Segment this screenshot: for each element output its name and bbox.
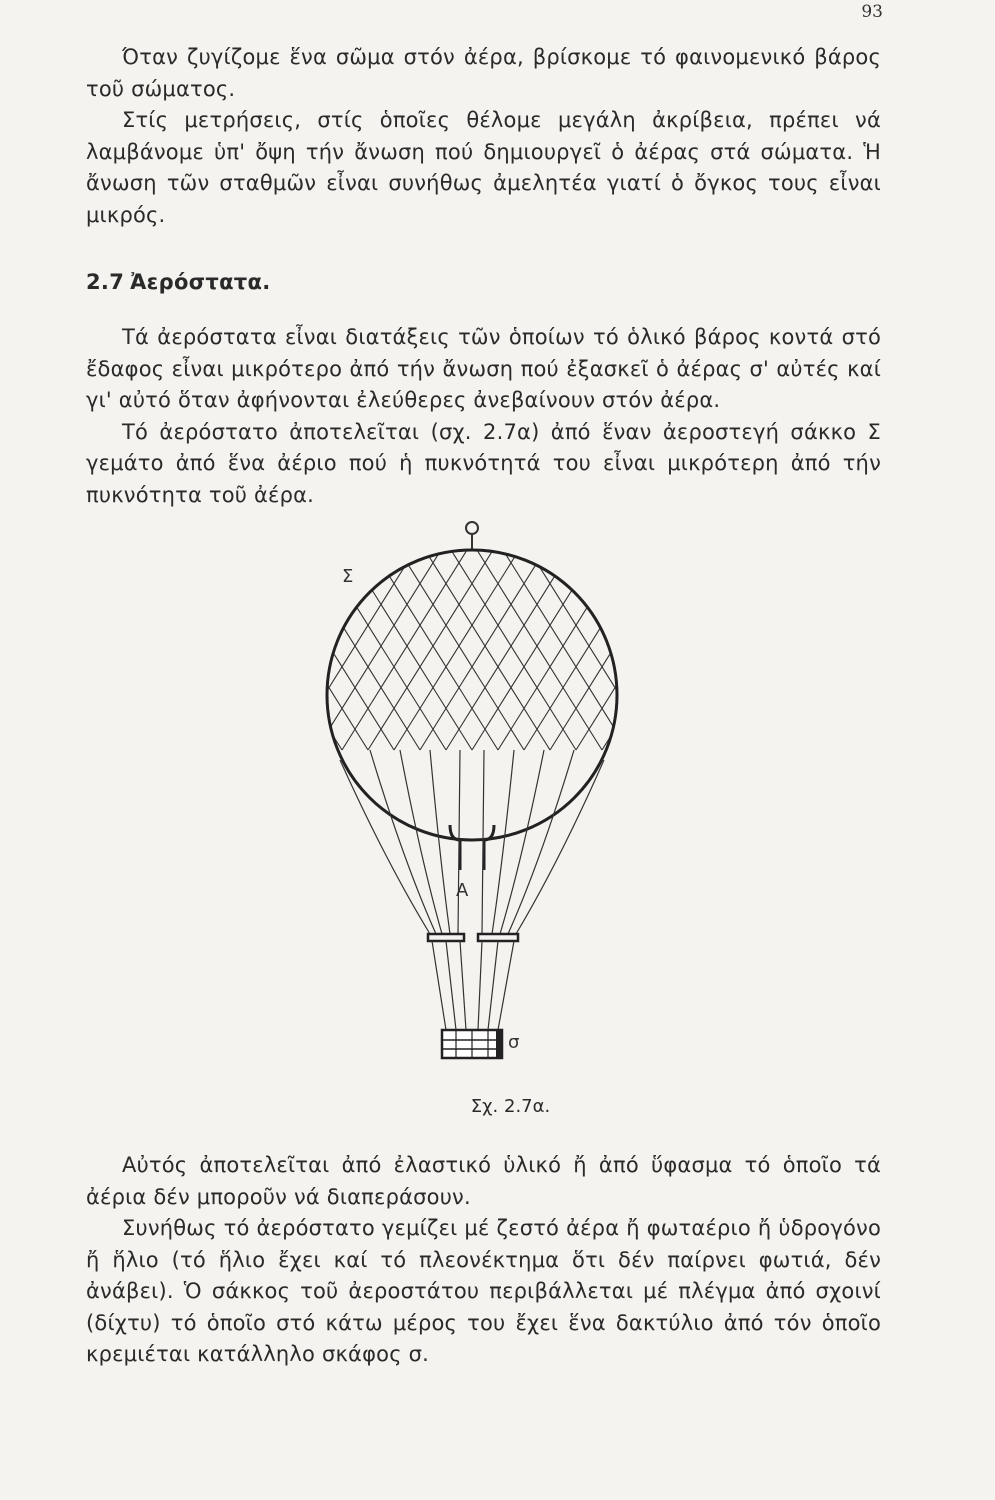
- basket-gondola: [442, 1030, 502, 1058]
- suspension-rope: [430, 750, 450, 934]
- net-strand: [576, 510, 660, 750]
- net-strand: [300, 510, 368, 750]
- paragraph-balloon-definition: Τά ἀερόστατα εἶναι διατάξεις τῶν ὁποίων τό ὁλικό βάρος κοντά στό ἔδαφος εἶναι μικρότερο ἀπό τήν ἄνωση πού ἐξασκεῖ ὁ ἀέρας σ' αὐτές καί γι' αὐτό ὅταν ἀφήνονται ἐλεύθερες ἀνεβαίνουν στόν ἀέρα.: [86, 325, 881, 412]
- suspension-rope: [492, 750, 514, 934]
- suspension-rope: [370, 750, 436, 934]
- net-strand: [532, 510, 660, 750]
- net-strand: [300, 510, 394, 750]
- net-strand: [628, 510, 660, 750]
- paragraph-apparent-weight: Όταν ζυγίζομε ἕνα σῶμα στόν ἀέρα, βρίσκομε τό φαινομενικό βάρος τοῦ σώματος.: [86, 45, 881, 101]
- net-strand: [602, 510, 660, 750]
- balloon-diagram: [300, 510, 660, 1090]
- figure-caption: Σχ. 2.7α.: [470, 1096, 551, 1117]
- net-strand: [480, 510, 660, 750]
- net-strand: [300, 510, 420, 750]
- suspension-rope: [400, 750, 442, 934]
- paragraph-sack-material: Αὐτός ἀποτελεῖται ἀπό ἐλαστικό ὑλικό ἤ ἀπό ὕφασμα τό ὁποῖο τά ἀέρια δέν μποροῦν νά διαπεράσουν.: [86, 1153, 881, 1209]
- net-strand: [300, 510, 446, 750]
- section-number: 2.7: [86, 270, 125, 294]
- valve-icon: [466, 522, 478, 534]
- net-strand: [506, 510, 660, 750]
- page-number: 93: [861, 2, 883, 22]
- net-strand: [472, 510, 660, 750]
- intro-text: [86, 42, 881, 231]
- net-strand: [524, 510, 660, 750]
- net-strand: [300, 510, 342, 750]
- net-strand: [300, 510, 316, 750]
- balloon-materials-text: [86, 1150, 881, 1371]
- label-basket: σ: [508, 1032, 520, 1053]
- paragraph-buoyancy-measurements: Στίς μετρήσεις, στίς ὁποῖες θέλομε μεγάλη ἀκρίβεια, πρέπει νά λαμβάνομε ὑπ' ὄψη τήν ἄνωση πού δημιουργεῖ ὁ ἀέρας στά σώματα. Ἡ ἄνωση τῶν σταθμῶν εἶναι συνήθως ἀμελητέα γιατί ὁ ὄγκος τους εἶναι μικρός.: [86, 108, 881, 227]
- net-strand: [300, 510, 308, 750]
- load-ring-left: [428, 934, 464, 941]
- suspension-rope: [516, 760, 604, 934]
- net-strand: [300, 510, 360, 750]
- suspension-rope: [508, 750, 574, 934]
- section-title: Ἀερόστατα.: [130, 270, 271, 294]
- basket-ropes: [432, 941, 514, 1030]
- sack-outline: [327, 550, 617, 840]
- sack-neck: [450, 825, 494, 870]
- label-ring: Α: [456, 880, 469, 901]
- paragraph-balloon-composition: Τό ἀερόστατο ἀποτελεῖται (σχ. 2.7α) ἀπό ἕναν ἀεροστεγή σάκκο Σ γεμάτο ἀπό ἕνα ἀέριο πού ἡ πυκνότητά του εἶναι μικρότερη ἀπό τήν πυκνότητα τοῦ ἀέρα.: [86, 419, 881, 507]
- balloon-figure: [300, 510, 660, 1090]
- net-strand: [636, 510, 660, 750]
- net-strand: [300, 510, 472, 750]
- net-strand: [584, 510, 660, 750]
- suspension-rope: [500, 750, 544, 934]
- section-heading: [86, 270, 271, 294]
- net-strand: [300, 510, 412, 750]
- suspension-ropes: [340, 750, 604, 934]
- load-ring-right: [478, 934, 518, 941]
- net-strand: [300, 510, 464, 750]
- balloon-intro-text: [86, 322, 881, 511]
- net-lattice: [300, 510, 660, 750]
- net-strand: [610, 510, 660, 750]
- suspension-rope: [340, 760, 430, 934]
- label-sack: Σ: [342, 566, 354, 587]
- net-strand: [654, 510, 660, 750]
- paragraph-filling-gas: Συνήθως τό ἀερόστατο γεμίζει μέ ζεστό ἀέρα ἤ φωταέριο ἤ ὑδρογόνο ἤ ἥλιο (τό ἥλιο ἔχει καί τό πλεονέκτημα ὅτι δέν παίρνει φωτιά, δέν ἀνάβει). Ὁ σάκκος τοῦ ἀεροστάτου περιβάλλεται μέ πλέγμα ἀπό σχοινί (δίχτυ) τό ὁποῖο στό κάτω μέρος του ἔχει ἕνα δακτύλιο ἀπό τόν ὁποῖο κρεμιέται κατάλληλο σκάφος σ.: [86, 1216, 881, 1366]
